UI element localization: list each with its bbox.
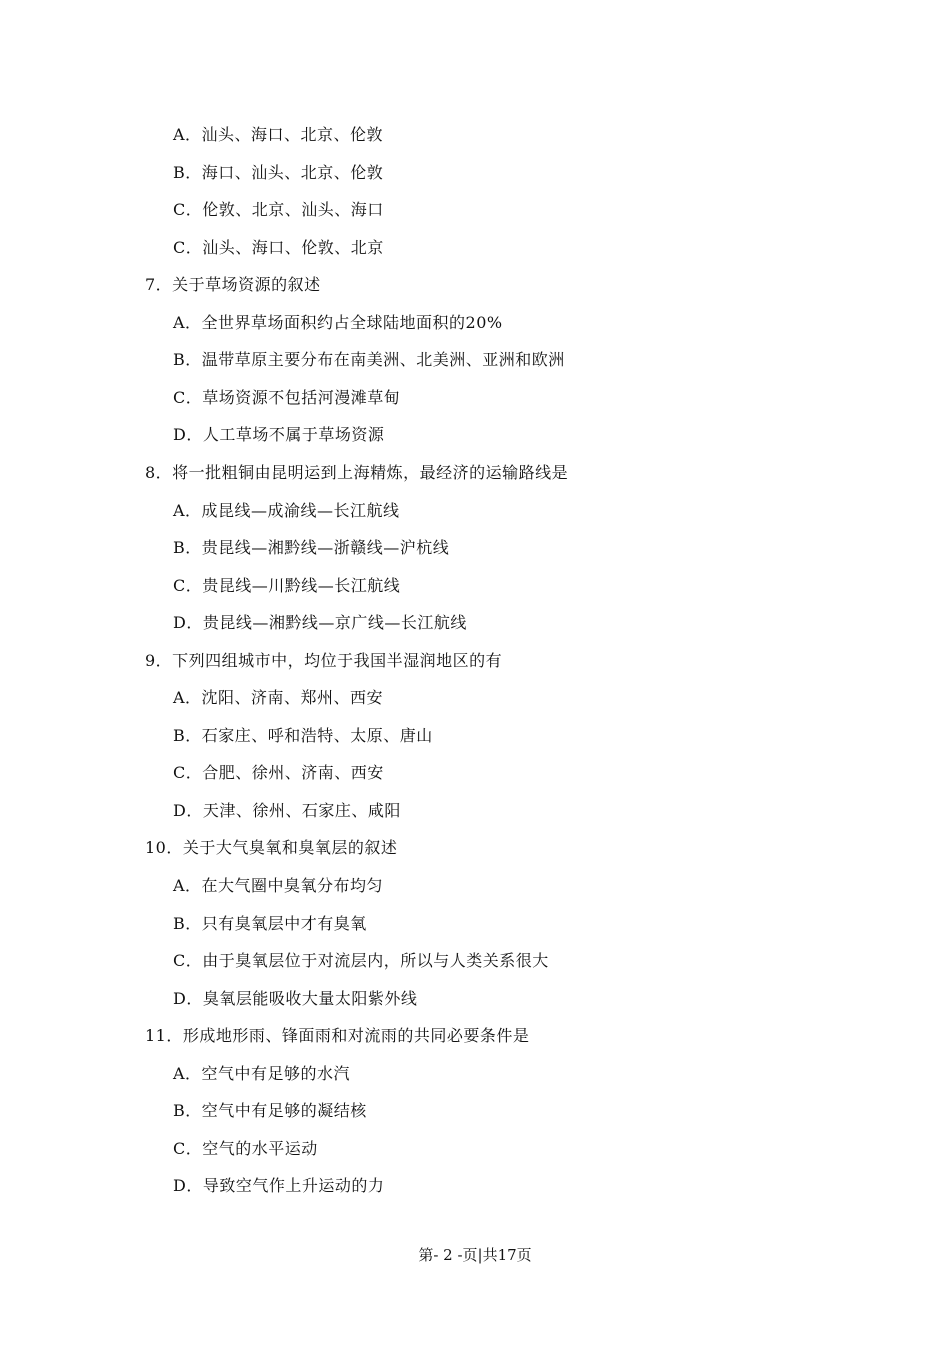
answer-option: D．贵昆线—湘黔线—京广线—长江航线 [173, 613, 467, 632]
answer-option: A．空气中有足够的水汽 [173, 1064, 351, 1083]
answer-option: C．合肥、徐州、济南、西安 [173, 763, 384, 782]
answer-option: A．沈阳、济南、郑州、西安 [173, 688, 384, 707]
answer-option: A．汕头、海口、北京、伦敦 [173, 125, 384, 144]
answer-option: B．贵昆线—湘黔线—浙赣线—沪杭线 [173, 538, 450, 557]
question-stem: 10．关于大气臭氧和臭氧层的叙述 [145, 838, 398, 857]
answer-option: C．由于臭氧层位于对流层内，所以与人类关系很大 [173, 951, 549, 970]
question-stem: 9．下列四组城市中，均位于我国半湿润地区的有 [145, 651, 503, 670]
question-stem: 11．形成地形雨、锋面雨和对流雨的共同必要条件是 [145, 1026, 530, 1045]
answer-option: C．汕头、海口、伦敦、北京 [173, 238, 384, 257]
page-footer: 第- 2 -页|共17页 [418, 1246, 532, 1264]
answer-option: D．人工草场不属于草场资源 [173, 425, 385, 444]
question-stem: 7．关于草场资源的叙述 [145, 275, 321, 294]
answer-option: B．只有臭氧层中才有臭氧 [173, 914, 367, 933]
answer-option: A．在大气圈中臭氧分布均匀 [173, 876, 384, 895]
answer-option: C．伦敦、北京、汕头、海口 [173, 200, 384, 219]
answer-option: B．空气中有足够的凝结核 [173, 1101, 367, 1120]
answer-option: B．温带草原主要分布在南美洲、北美洲、亚洲和欧洲 [173, 350, 565, 369]
answer-option: C．草场资源不包括河漫滩草甸 [173, 388, 401, 407]
answer-option: C．空气的水平运动 [173, 1139, 318, 1158]
answer-option: D．臭氧层能吸收大量太阳紫外线 [173, 989, 418, 1008]
answer-option: A．成昆线—成渝线—长江航线 [173, 501, 400, 520]
answer-option: B．石家庄、呼和浩特、太原、唐山 [173, 726, 433, 745]
answer-option: D．天津、徐州、石家庄、咸阳 [173, 801, 401, 820]
answer-option: D．导致空气作上升运动的力 [173, 1176, 385, 1195]
answer-option: B．海口、汕头、北京、伦敦 [173, 163, 384, 182]
question-stem: 8．将一批粗铜由昆明运到上海精炼，最经济的运输路线是 [145, 463, 569, 482]
answer-option: C．贵昆线—川黔线—长江航线 [173, 576, 401, 595]
answer-option: A．全世界草场面积约占全球陆地面积的20% [173, 313, 503, 332]
